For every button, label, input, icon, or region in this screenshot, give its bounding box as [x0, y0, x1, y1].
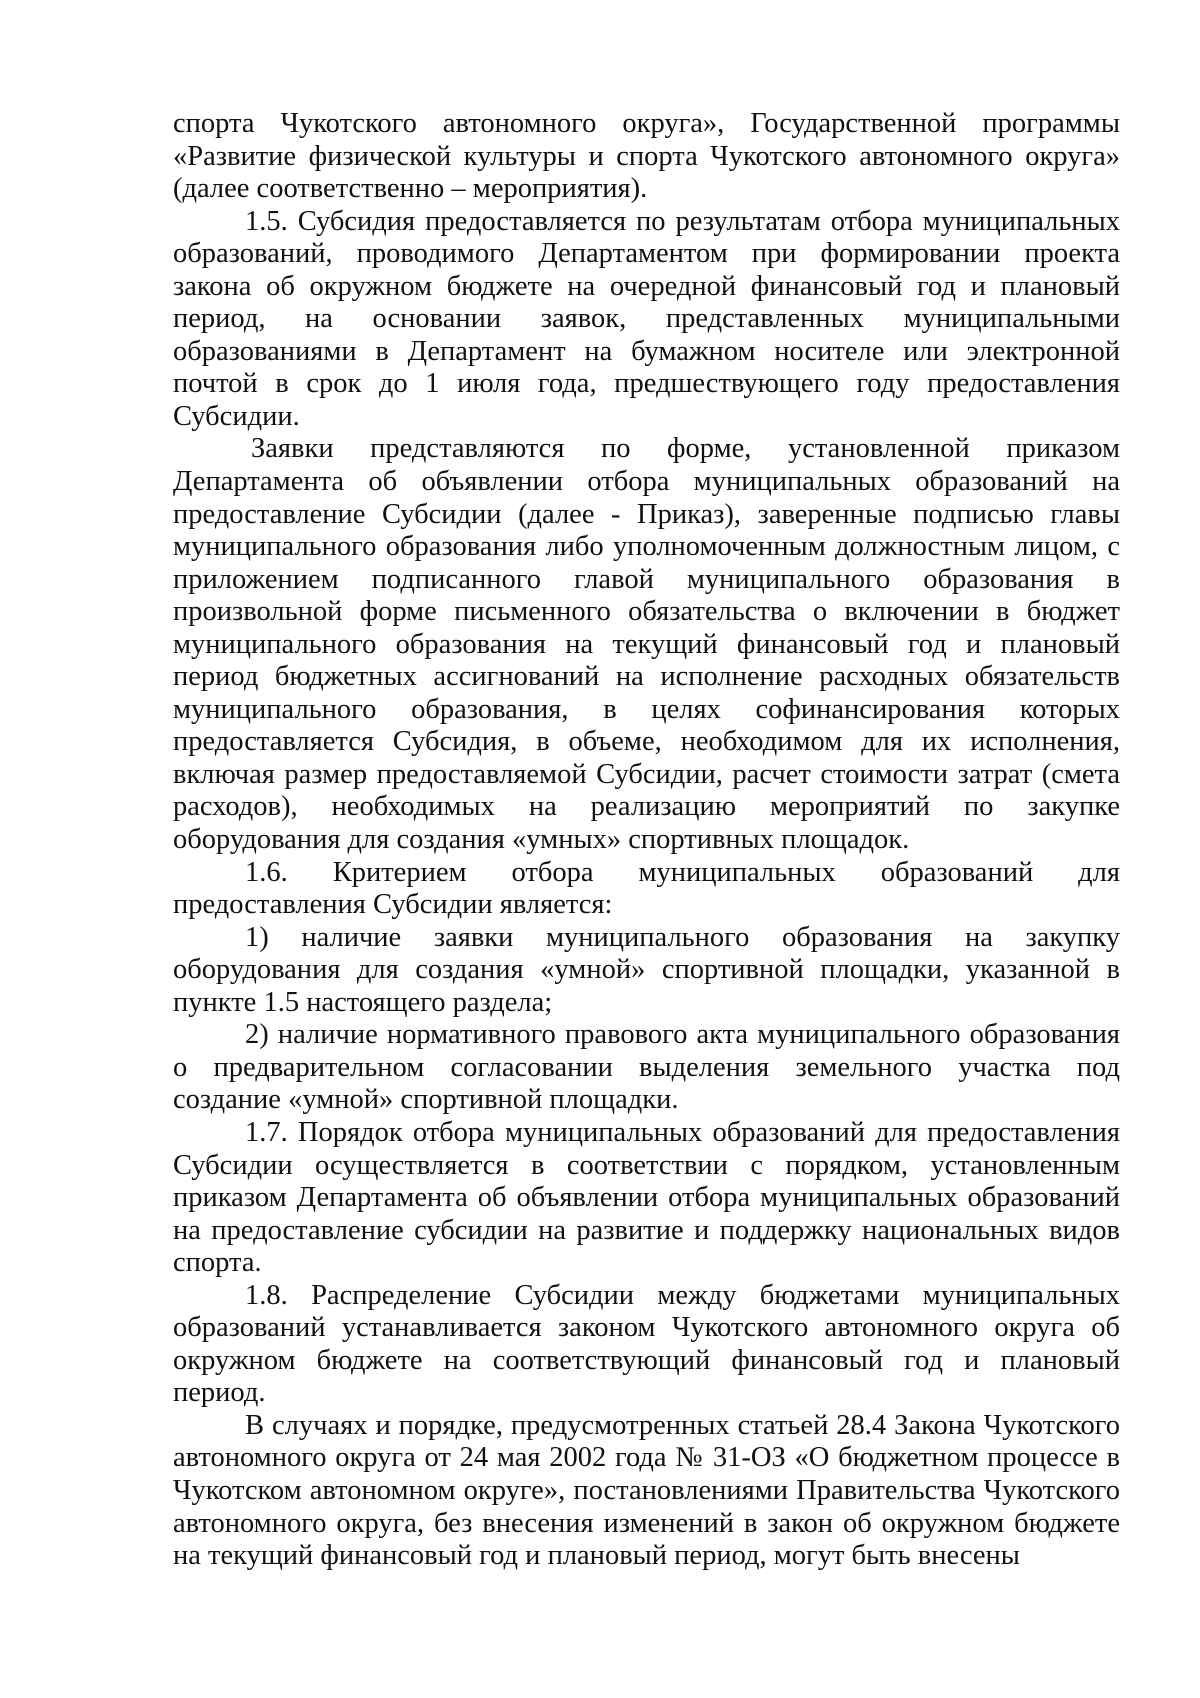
- paragraph-criterion-2: 2) наличие нормативного правового акта муниципального образования о предварительном согласовании выделения земельного участка под создание «умной» спортивной площадки.: [173, 1019, 1120, 1116]
- paragraph-1-8: 1.8. Распределение Субсидии между бюджетами муниципальных образований устанавливается законом Чукотского автономного округа об окружном бюджете на соответствующий финансовый год и плановый период.: [173, 1279, 1120, 1409]
- paragraph-continuation: спорта Чукотского автономного округа», Государственной программы «Развитие физической культуры и спорта Чукотского автономного округа» (далее соответственно – мероприятия).: [173, 108, 1120, 205]
- paragraph-1-7: 1.7. Порядок отбора муниципальных образований для предоставления Субсидии осуществляется в соответствии с порядком, установленным приказом Департамента об объявлении отбора муниципальных образований на предоставление субсидии на развитие и поддержку национальных видов спорта.: [173, 1116, 1120, 1279]
- document-page: [173, 108, 1120, 1573]
- paragraph-criterion-1: 1) наличие заявки муниципального образования на закупку оборудования для создания «умной» спортивной площадки, указанной в пункте 1.5 настоящего раздела;: [173, 921, 1120, 1018]
- paragraph-1-6: 1.6. Критерием отбора муниципальных образований для предоставления Субсидии является:: [173, 856, 1120, 921]
- paragraph-applications: Заявки представляются по форме, установленной приказом Департамента об объявлении отбора муниципальных образований на предоставление Субсидии (далее - Приказ), заверенные подписью главы муниципального образования либо уполномоченным должностным лицом, с приложением подписанного главой муниципального образования в произвольной форме письменного обязательства о включении в бюджет муниципального образования на текущий финансовый год и плановый период бюджетных ассигнований на исполнение расходных обязательств муниципального образования, в целях софинансирования которых предоставляется Субсидия, в объеме, необходимом для их исполнения, включая размер предоставляемой Субсидии, расчет стоимости затрат (смета расходов), необходимых на реализацию мероприятий по закупке оборудования для создания «умных» спортивных площадок.: [173, 433, 1120, 856]
- paragraph-1-5: 1.5. Субсидия предоставляется по результатам отбора муниципальных образований, проводимого Департаментом при формировании проекта закона об окружном бюджете на очередной финансовый год и плановый период, на основании заявок, представленных муниципальными образованиями в Департамент на бумажном носителе или электронной почтой в срок до 1 июля года, предшествующего году предоставления Субсидии.: [173, 205, 1120, 432]
- paragraph-cases: В случаях и порядке, предусмотренных статьей 28.4 Закона Чукотского автономного округа от 24 мая 2002 года № 31-ОЗ «О бюджетном процессе в Чукотском автономном округе», постановлениями Правительства Чукотского автономного округа, без внесения изменений в закон об окружном бюджете на текущий финансовый год и плановый период, могут быть внесены: [173, 1409, 1120, 1572]
